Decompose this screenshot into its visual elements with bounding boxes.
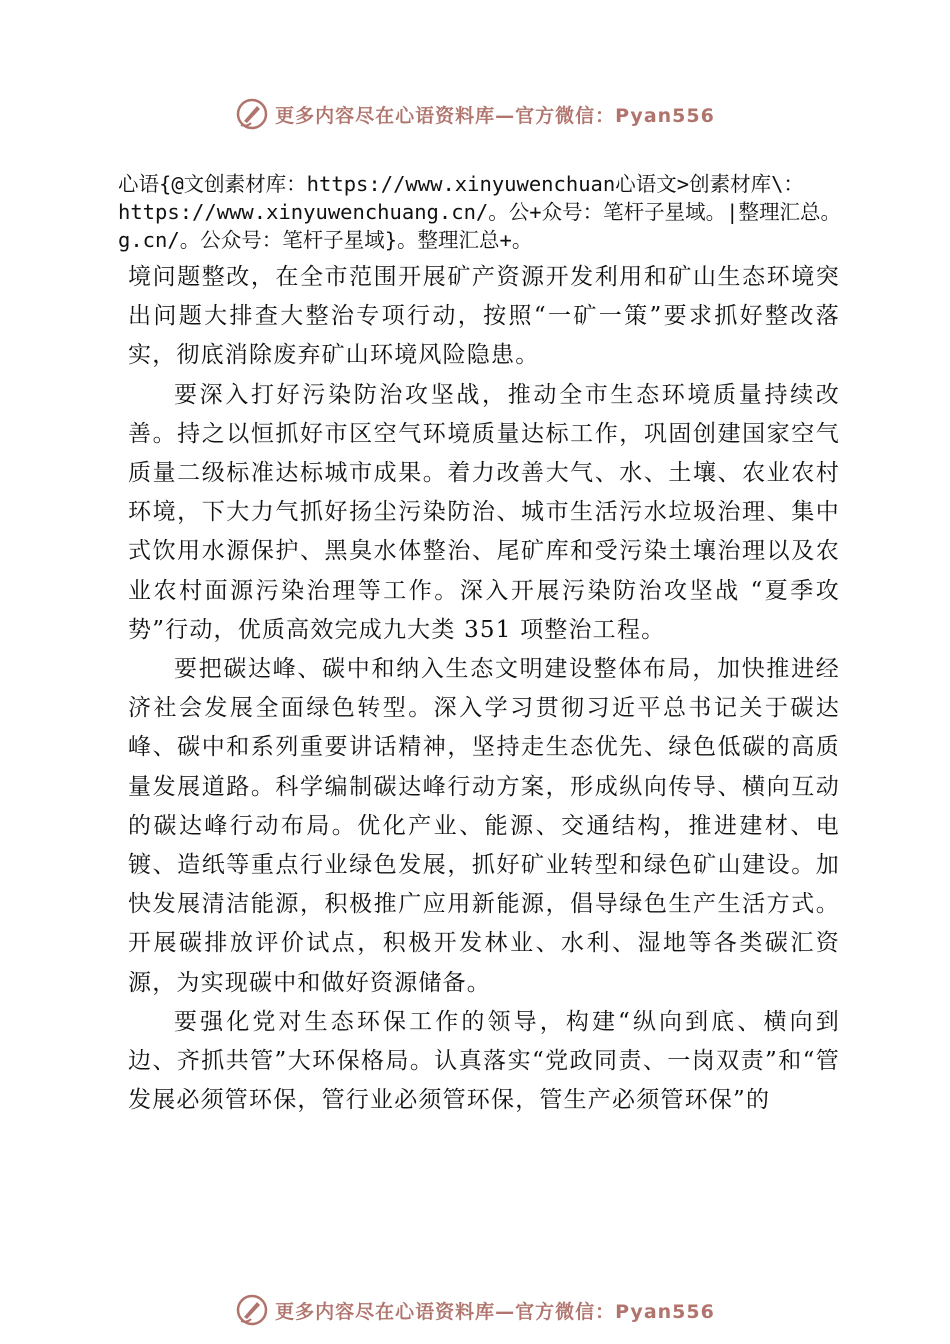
header-banner-text: 更多内容尽在心语资料库—官方微信：Pyan556 bbox=[275, 104, 715, 127]
paragraph-4: 要强化党对生态环保工作的领导，构建“纵向到底、横向到边、齐抓共管”大环保格局。认真落实“党政同责、一岗双责”和“管发展必须管环保，管行业必须管环保，管生产必须管环保”的 bbox=[128, 1008, 840, 1114]
paragraph-3: 要把碳达峰、碳中和纳入生态文明建设整体布局，加快推进经济社会发展全面绿色转型。深入学习贯彻习近平总书记关于碳达峰、碳中和系列重要讲话精神，坚持走生态优先、绿色低碳的高质量发展道路。科学编制碳达峰行动方案，形成纵向传导、横向互动的碳达峰行动布局。优化产业、能源、交通结构，推进建材、电镀、造纸等重点行业绿色发展，抓好矿业转型和绿色矿山建设。加快发展清洁能源，积极推广应用新能源，倡导绿色生产生活方式。开展碳排放评价试点，积极开发林业、水利、湿地等各类碳汇资源，为实现碳中和做好资源储备。 bbox=[128, 656, 840, 996]
footer-banner-text: 更多内容尽在心语资料库—官方微信：Pyan556 bbox=[275, 1300, 715, 1323]
watermark-text: 心语{@文创素材库：https://www.xinyuwenchuan心语文>创素材库\：https://www.xinyuwenchuang.cn/。公+众号：笔杆子星域。|整理汇总。g.cn/。公众号：笔杆子星域}。整理汇总+。 bbox=[118, 172, 841, 252]
writing-hand-logo-icon bbox=[235, 97, 269, 131]
footer-banner bbox=[0, 1290, 950, 1330]
writing-hand-logo-icon bbox=[235, 1293, 269, 1327]
header-banner bbox=[0, 94, 950, 134]
paragraph-2: 要深入打好污染防治攻坚战，推动全市生态环境质量持续改善。持之以恒抓好市区空气环境质量达标工作，巩固创建国家空气质量二级标准达标城市成果。着力改善大气、水、土壤、农业农村环境，下大力气抓好扬尘污染防治、城市生活污水垃圾治理、集中式饮用水源保护、黑臭水体整治、尾矿库和受污染土壤治理以及农业农村面源污染治理等工作。深入开展污染防治攻坚战 “夏季攻势”行动，优质高效完成九大类 351 项整治工程。 bbox=[128, 381, 840, 643]
document-body bbox=[128, 258, 840, 1120]
paragraph-1: 境问题整改，在全市范围开展矿产资源开发利用和矿山生态环境突出问题大排查大整治专项行动，按照“一矿一策”要求抓好整改落实，彻底消除废弃矿山环境风险隐患。 bbox=[128, 264, 840, 369]
